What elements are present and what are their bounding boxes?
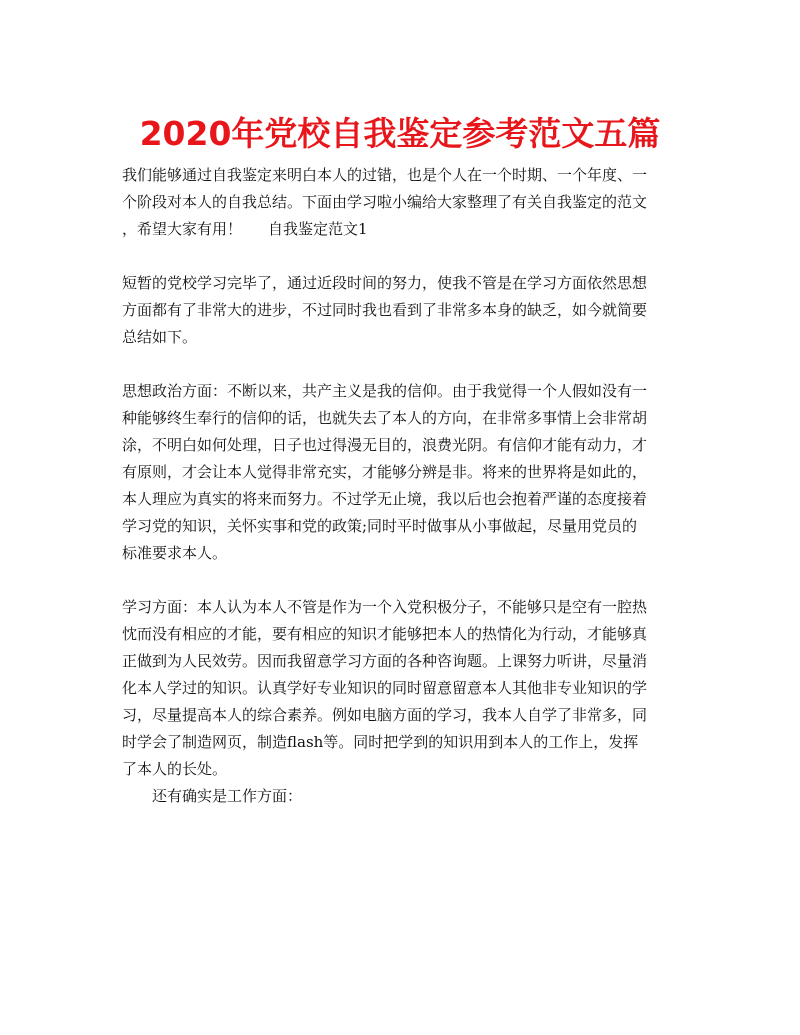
paragraph-line: 忱而没有相应的才能，要有相应的知识才能够把本人的热情化为行动，才能够真	[122, 625, 648, 643]
paragraph-line: 习，尽量提高本人的综合素养。例如电脑方面的学习，我本人自学了非常多，同	[122, 706, 648, 724]
intro-line-3	[122, 216, 682, 243]
paragraph-line: 短暂的党校学习完毕了，通过近段时间的努力，使我不管是在学习方面依然思想	[122, 274, 648, 292]
paragraph-line: 化本人学过的知识。认真学好专业知识的同时留意留意本人其他非专业知识的学	[122, 679, 648, 697]
paragraph-study	[122, 594, 682, 783]
paragraph-line: 学习方面：本人认为本人不管是作为一个入党积极分子，不能够只是空有一腔热	[122, 598, 648, 616]
paragraph-work	[122, 783, 682, 810]
intro-line-2: 个阶段对本人的自我总结。下面由学习啦小编给大家整理了有关自我鉴定的范文	[122, 193, 648, 211]
paragraph-political	[122, 378, 682, 567]
paragraph-line: 时学会了制造网页，制造flash等。同时把学到的知识用到本人的工作上，发挥	[122, 733, 639, 751]
paragraph-line: 思想政治方面：不断以来，共产主义是我的信仰。由于我觉得一个人假如没有一	[122, 382, 648, 400]
paragraph-line: 总结如下。	[122, 328, 198, 346]
paragraph-line: 本人理应为真实的将来而努力。不过学无止境，我以后也会抱着严谨的态度接着	[122, 490, 648, 508]
paragraph-line: 正做到为人民效劳。因而我留意学习方面的各种咨询题。上课努力听讲，尽量消	[122, 652, 648, 670]
section-heading-1: 自我鉴定范文1	[268, 220, 368, 238]
intro-paragraph	[122, 162, 682, 243]
paragraph-line: 有原则，才会让本人觉得非常充实，才能够分辨是非。将来的世界将是如此的，	[122, 463, 648, 481]
document-body	[122, 162, 682, 810]
paragraph-line: 方面都有了非常大的进步，不过同时我也看到了非常多本身的缺乏，如今就简要	[122, 301, 648, 319]
paragraph-line: 标准要求本人。	[122, 544, 228, 562]
paragraph-line: 还有确实是工作方面：	[152, 787, 303, 805]
document-title: 2020年党校自我鉴定参考范文五篇	[139, 114, 661, 153]
paragraph-line: 种能够终生奉行的信仰的话，也就失去了本人的方向，在非常多事情上会非常胡	[122, 409, 648, 427]
paragraph-line: 学习党的知识，关怀实事和党的政策;同时平时做事从小事做起，尽量用党员的	[122, 517, 638, 535]
paragraph-line: 涂，不明白如何处理，日子也过得漫无目的，浪费光阴。有信仰才能有动力，才	[122, 436, 648, 454]
paragraph-summary	[122, 270, 682, 351]
paragraph-line: 了本人的长处。	[122, 760, 228, 778]
intro-line-1: 我们能够通过自我鉴定来明白本人的过错，也是个人在一个时期、一个年度、一	[122, 166, 648, 184]
intro-line-3-text: ，希望大家有用！	[122, 220, 243, 238]
